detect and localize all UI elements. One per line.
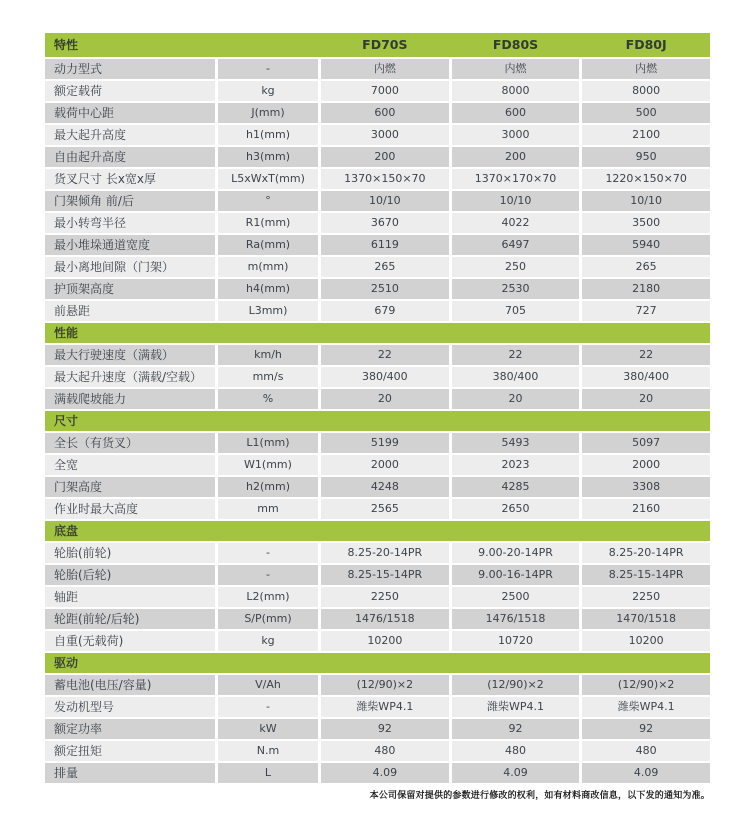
footnote: 本公司保留对提供的参数进行修改的权利，如有材料商改信息，以下发的通知为准。 <box>369 791 710 801</box>
row-unit: L2(mm) <box>218 587 318 607</box>
row-unit: - <box>218 59 318 79</box>
row-value: 2250 <box>582 587 710 607</box>
row-unit: - <box>218 565 318 585</box>
row-unit: ° <box>218 191 318 211</box>
row-value: 5199 <box>321 433 449 453</box>
row-value: 705 <box>452 301 580 321</box>
row-value: 1476/1518 <box>452 609 580 629</box>
row-value: 265 <box>582 257 710 277</box>
row-label: 前悬距 <box>45 301 215 321</box>
row-value: 1470/1518 <box>582 609 710 629</box>
row-value: (12/90)×2 <box>582 675 710 695</box>
table-row <box>45 169 710 189</box>
table-row <box>45 345 710 365</box>
row-value: 内燃 <box>321 59 449 79</box>
row-value: 679 <box>321 301 449 321</box>
row-label: 门架高度 <box>45 477 215 497</box>
table-row <box>45 257 710 277</box>
row-value: 2000 <box>582 455 710 475</box>
row-value: 727 <box>582 301 710 321</box>
table-body <box>45 59 710 783</box>
table-row <box>45 763 710 783</box>
row-unit: h4(mm) <box>218 279 318 299</box>
table-row <box>45 741 710 761</box>
section-header: 底盘 <box>45 521 710 541</box>
table-row <box>45 59 710 79</box>
section-header: 尺寸 <box>45 411 710 431</box>
row-unit: - <box>218 697 318 717</box>
table-row <box>45 389 710 409</box>
row-unit: h1(mm) <box>218 125 318 145</box>
row-value: 8.25-20-14PR <box>321 543 449 563</box>
row-value: 4022 <box>452 213 580 233</box>
table-row <box>45 631 710 651</box>
row-label: 额定功率 <box>45 719 215 739</box>
row-value: 2250 <box>321 587 449 607</box>
table-row <box>45 367 710 387</box>
row-value: 2160 <box>582 499 710 519</box>
row-value: 4.09 <box>582 763 710 783</box>
row-label: 最大起升高度 <box>45 125 215 145</box>
row-value: 480 <box>582 741 710 761</box>
table-row <box>45 543 710 563</box>
row-value: 2565 <box>321 499 449 519</box>
row-value: 内燃 <box>452 59 580 79</box>
section-header: 性能 <box>45 323 710 343</box>
row-unit: - <box>218 543 318 563</box>
row-value: 8.25-15-14PR <box>321 565 449 585</box>
row-label: 发动机型号 <box>45 697 215 717</box>
table-row <box>45 719 710 739</box>
row-value: 6119 <box>321 235 449 255</box>
row-value: 92 <box>321 719 449 739</box>
row-value: 22 <box>582 345 710 365</box>
row-value: 10200 <box>321 631 449 651</box>
row-value: 8.25-20-14PR <box>582 543 710 563</box>
row-value: 2650 <box>452 499 580 519</box>
row-value: 1370×170×70 <box>452 169 580 189</box>
table-row <box>45 301 710 321</box>
row-value: 200 <box>321 147 449 167</box>
row-value: 3308 <box>582 477 710 497</box>
table-row <box>45 147 710 167</box>
row-value: 10720 <box>452 631 580 651</box>
row-value: 265 <box>321 257 449 277</box>
row-value: (12/90)×2 <box>452 675 580 695</box>
row-value: 380/400 <box>321 367 449 387</box>
row-unit: N.m <box>218 741 318 761</box>
row-label: 护顶架高度 <box>45 279 215 299</box>
row-value: 4.09 <box>321 763 449 783</box>
table-header-row <box>45 33 710 57</box>
row-value: 潍柴WP4.1 <box>452 697 580 717</box>
row-value: (12/90)×2 <box>321 675 449 695</box>
header-unit-spacer <box>218 33 318 57</box>
table-row <box>45 103 710 123</box>
row-unit: L1(mm) <box>218 433 318 453</box>
row-value: 4.09 <box>452 763 580 783</box>
row-unit: J(mm) <box>218 103 318 123</box>
row-value: 2530 <box>452 279 580 299</box>
table-row <box>45 455 710 475</box>
row-unit: S/P(mm) <box>218 609 318 629</box>
row-label: 最大起升速度（满载/空载） <box>45 367 215 387</box>
row-value: 22 <box>321 345 449 365</box>
row-value: 380/400 <box>452 367 580 387</box>
table-row <box>45 587 710 607</box>
row-unit: V/Ah <box>218 675 318 695</box>
row-value: 250 <box>452 257 580 277</box>
row-value: 7000 <box>321 81 449 101</box>
row-unit: % <box>218 389 318 409</box>
row-label: 轮胎(后轮) <box>45 565 215 585</box>
row-label: 轴距 <box>45 587 215 607</box>
row-label: 轮距(前轮/后轮) <box>45 609 215 629</box>
row-value: 5940 <box>582 235 710 255</box>
row-value: 20 <box>582 389 710 409</box>
row-unit: Ra(mm) <box>218 235 318 255</box>
row-label: 最小离地间隙（门架） <box>45 257 215 277</box>
section-header: 驱动 <box>45 653 710 673</box>
row-label: 载荷中心距 <box>45 103 215 123</box>
row-value: 潍柴WP4.1 <box>321 697 449 717</box>
table-row <box>45 565 710 585</box>
row-value: 20 <box>321 389 449 409</box>
row-label: 最大行驶速度（满载） <box>45 345 215 365</box>
row-value: 200 <box>452 147 580 167</box>
row-value: 20 <box>452 389 580 409</box>
table-row <box>45 279 710 299</box>
row-label: 额定载荷 <box>45 81 215 101</box>
row-value: 2023 <box>452 455 580 475</box>
row-value: 4285 <box>452 477 580 497</box>
row-value: 600 <box>452 103 580 123</box>
row-value: 10/10 <box>452 191 580 211</box>
row-value: 2180 <box>582 279 710 299</box>
row-value: 2100 <box>582 125 710 145</box>
header-feature-label: 特性 <box>54 38 79 52</box>
row-label: 额定扭矩 <box>45 741 215 761</box>
row-label: 最小堆垛通道宽度 <box>45 235 215 255</box>
row-value: 3000 <box>321 125 449 145</box>
header-model-fd80j: FD80J <box>625 37 667 52</box>
row-value: 5493 <box>452 433 580 453</box>
table-row <box>45 235 710 255</box>
row-label: 门架倾角 前/后 <box>45 191 215 211</box>
table-row <box>45 609 710 629</box>
row-label: 全宽 <box>45 455 215 475</box>
row-value: 3670 <box>321 213 449 233</box>
table-row <box>45 499 710 519</box>
row-value: 6497 <box>452 235 580 255</box>
row-value: 3000 <box>452 125 580 145</box>
row-value: 92 <box>582 719 710 739</box>
row-unit: L3mm) <box>218 301 318 321</box>
row-value: 潍柴WP4.1 <box>582 697 710 717</box>
row-unit: L5xWxT(mm) <box>218 169 318 189</box>
row-unit: kg <box>218 631 318 651</box>
table-row <box>45 191 710 211</box>
row-value: 3500 <box>582 213 710 233</box>
row-label: 满载爬坡能力 <box>45 389 215 409</box>
row-value: 1370×150×70 <box>321 169 449 189</box>
row-unit: h2(mm) <box>218 477 318 497</box>
row-label: 动力型式 <box>45 59 215 79</box>
row-value: 9.00-20-14PR <box>452 543 580 563</box>
row-value: 600 <box>321 103 449 123</box>
table-row <box>45 81 710 101</box>
row-value: 500 <box>582 103 710 123</box>
row-value: 2510 <box>321 279 449 299</box>
row-value: 8000 <box>452 81 580 101</box>
row-value: 480 <box>452 741 580 761</box>
row-value: 9.00-16-14PR <box>452 565 580 585</box>
table-row <box>45 675 710 695</box>
row-value: 8.25-15-14PR <box>582 565 710 585</box>
row-label: 自由起升高度 <box>45 147 215 167</box>
row-value: 2500 <box>452 587 580 607</box>
row-value: 4248 <box>321 477 449 497</box>
header-model-fd70s: FD70S <box>362 37 408 52</box>
row-label: 自重(无载荷) <box>45 631 215 651</box>
row-value: 10/10 <box>582 191 710 211</box>
row-unit: mm <box>218 499 318 519</box>
row-value: 22 <box>452 345 580 365</box>
row-label: 作业时最大高度 <box>45 499 215 519</box>
row-label: 轮胎(前轮) <box>45 543 215 563</box>
row-value: 2000 <box>321 455 449 475</box>
header-model-fd80s: FD80S <box>492 37 539 52</box>
row-unit: kW <box>218 719 318 739</box>
row-value: 950 <box>582 147 710 167</box>
row-label: 蓄电池(电压/容量) <box>45 675 215 695</box>
row-value: 1476/1518 <box>321 609 449 629</box>
row-value: 8000 <box>582 81 710 101</box>
row-unit: R1(mm) <box>218 213 318 233</box>
row-unit: km/h <box>218 345 318 365</box>
row-label: 最小转弯半径 <box>45 213 215 233</box>
row-value: 10200 <box>582 631 710 651</box>
row-unit: W1(mm) <box>218 455 318 475</box>
row-label: 货叉尺寸 长x宽x厚 <box>45 169 215 189</box>
row-value: 1220×150×70 <box>582 169 710 189</box>
row-value: 480 <box>321 741 449 761</box>
row-value: 92 <box>452 719 580 739</box>
row-label: 排量 <box>45 763 215 783</box>
row-value: 5097 <box>582 433 710 453</box>
table-row <box>45 125 710 145</box>
row-unit: m(mm) <box>218 257 318 277</box>
row-label: 全长（有货叉） <box>45 433 215 453</box>
table-row <box>45 213 710 233</box>
table-row <box>45 433 710 453</box>
row-value: 内燃 <box>582 59 710 79</box>
row-unit: mm/s <box>218 367 318 387</box>
table-row <box>45 477 710 497</box>
spec-table <box>45 33 710 801</box>
row-unit: L <box>218 763 318 783</box>
row-unit: kg <box>218 81 318 101</box>
row-value: 10/10 <box>321 191 449 211</box>
row-value: 380/400 <box>582 367 710 387</box>
row-unit: h3(mm) <box>218 147 318 167</box>
table-row <box>45 697 710 717</box>
